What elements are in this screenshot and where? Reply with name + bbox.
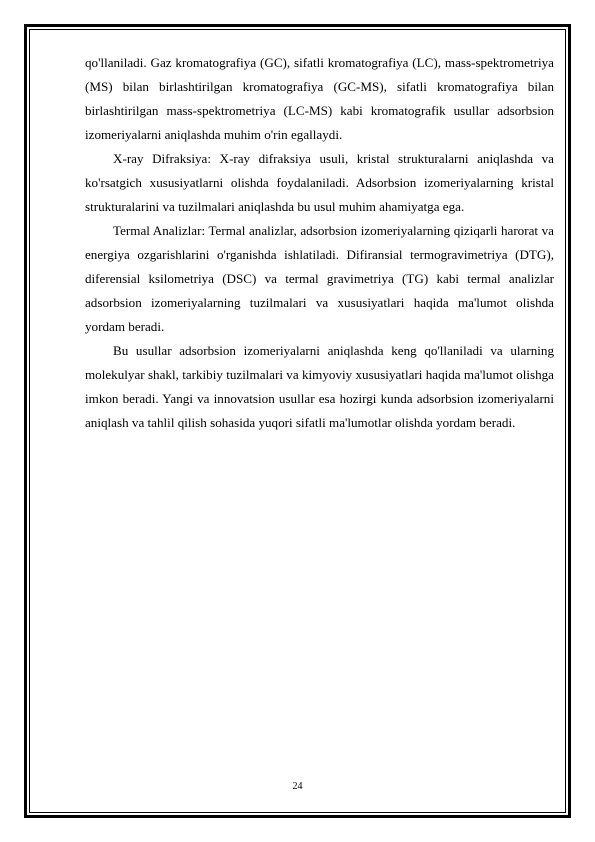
page-number: 24 [292, 781, 303, 792]
paragraph-summary: Bu usullar adsorbsion izomeriyalarni aniqlashda keng qo'llaniladi va ularning molekulyar shakl, tarkibiy tuzilmalari va kimyoviy xususiyatlari haqida ma'lumot olishga imkon beradi. Yangi va innovatsion usullar esa hozirgi kunda adsorbsion izomeriyalarni aniqlash va tahlil qilish sohasida yuqori sifatli ma'lumotlar olishda yordam beradi. [85, 343, 554, 430]
paragraph-xray-diffraction: X-ray Difraksiya: X-ray difraksiya usuli, kristal strukturalarni aniqlashda va ko'rsatgich xususiyatlarni olishda foydalaniladi. Adsorbsion izomeriyalarning kristal strukturalarini va tuzilmalari aniqlashda bu usul muhim ahamiyatga ega. [85, 151, 554, 214]
paragraph-chromatography: qo'llaniladi. Gaz kromatografiya (GC), sifatli kromatografiya (LC), mass-spektrometriya (MS) bilan birlashtirilgan kromatografiya (GC-MS), sifatli kromatografiya bilan birlashtirilgan mass-spektrometriya (LC-MS) kabi kromatografik usullar adsorbsion izomeriyalarni aniqlashda muhim o'rin egallaydi. [85, 55, 554, 142]
document-body [85, 51, 554, 435]
paragraph-thermal-analysis: Termal Analizlar: Termal analizlar, adsorbsion izomeriyalarning qiziqarli harorat va energiya ozgarishlarini o'rganishda ishlatiladi. Difiransial termogravimetriya (DTG), diferensial ksilometriya (DSC) va termal gravimetriya (TG) kabi termal analizlar adsorbsion izomeriyalarning tuzilmalari va xususiyatlari haqida ma'lumot olishda yordam beradi. [85, 223, 554, 334]
